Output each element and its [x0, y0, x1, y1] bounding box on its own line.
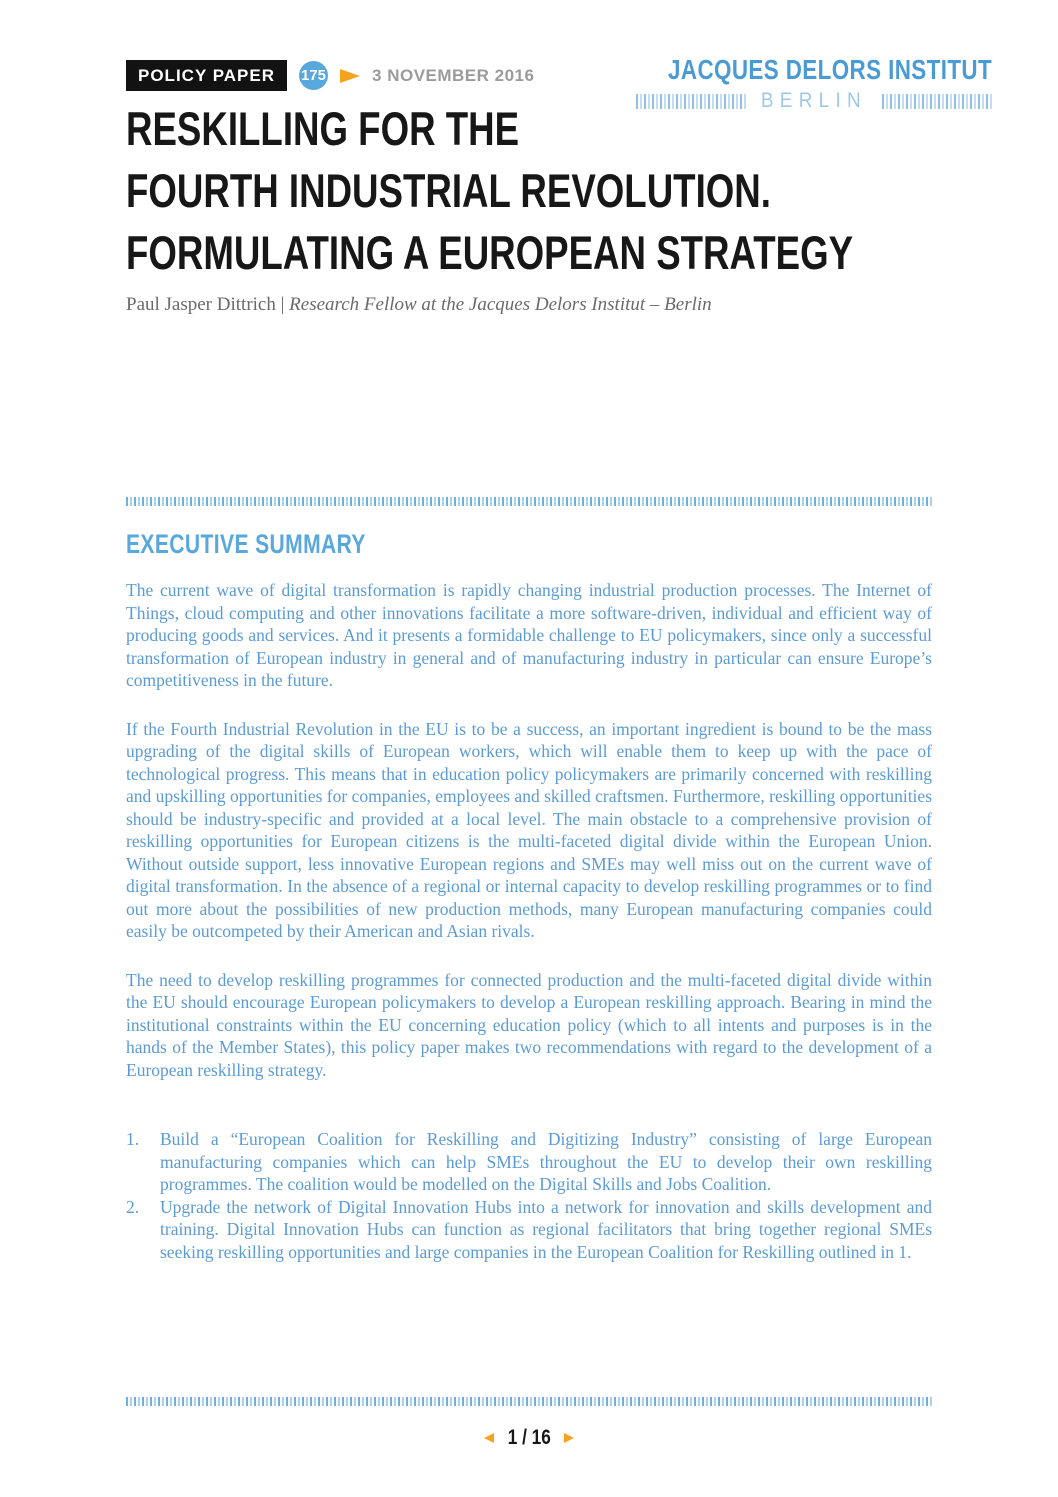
list-item [126, 1196, 932, 1264]
logo-institute-name: JACQUES DELORS INSTITUT [667, 54, 992, 85]
section-heading-executive-summary: EXECUTIVE SUMMARY [126, 529, 366, 559]
title-line-2: FOURTH INDUSTRIAL REVOLUTION. [126, 164, 771, 217]
title-line-1: RESKILLING FOR THE [126, 102, 520, 155]
list-item [126, 1128, 932, 1196]
author-name: Paul Jasper Dittrich [126, 294, 276, 315]
author-line [126, 294, 712, 316]
header-meta-row [126, 60, 534, 91]
logo-city-name: BERLIN [761, 89, 868, 112]
summary-paragraph-3: The need to develop reskilling programmes for connected production and the multi-faceted digital divide within the EU should encourage European policymakers to develop a European reskilling approach. Bearing in mind the institutional constraints within the EU concerning education policy (which to all intents and purposes is in the hands of the Member States), this policy paper makes two recommendations with regard to the development of a European reskilling strategy. [126, 969, 932, 1080]
summary-paragraph-1: The current wave of digital transformation is rapidly changing industrial production processes. The Internet of Things, cloud computing and other innovations facilitate a more software-driven, individual and efficient way of producing goods and services. And it presents a formidable challenge to EU policymakers, since only a successful transformation of European industry in general and of manufacturing industry in particular can ensure Europe’s competitiveness in the future. [126, 580, 932, 690]
author-role: Research Fellow at the Jacques Delors Institut – Berlin [289, 294, 712, 315]
page-next-icon [564, 1433, 574, 1443]
list-item-text: Build a “European Coalition for Reskilling and Digitizing Industry” consisting of large European manufacturing companies which can help SMEs throughout the EU to develop their own reskilling programmes. The coalition would be modelled on the Digital Skills and Jobs Coalition. [160, 1129, 932, 1194]
policy-paper-badge: POLICY PAPER [126, 60, 287, 91]
executive-summary-body [126, 579, 932, 1263]
page-indicator [0, 1426, 1058, 1450]
list-item-number: 1. [126, 1129, 140, 1149]
logo-stripes-right-icon [882, 94, 992, 109]
divider-top [126, 497, 932, 506]
recommendations-list [126, 1128, 932, 1263]
title-line-3: FORMULATING A EUROPEAN STRATEGY [126, 226, 854, 279]
arrow-right-icon [340, 69, 360, 83]
list-item-text: Upgrade the network of Digital Innovation Hubs into a network for innovation and skills development and training. Digital Innovation Hubs can function as regional facilitators that bring together regional SMEs seeking reskilling opportunities and large companies in the European Coalition for Reskilling outlined in 1. [160, 1196, 932, 1262]
page-number: 1 / 16 [507, 1426, 551, 1449]
document-title [126, 98, 853, 284]
divider-bottom [126, 1397, 932, 1406]
page-prev-icon [484, 1433, 494, 1443]
author-separator: | [280, 294, 285, 315]
issue-number-badge: 175 [299, 61, 328, 90]
list-item-number: 2. [126, 1196, 140, 1217]
publication-date: 3 NOVEMBER 2016 [372, 65, 535, 85]
summary-paragraph-2: If the Fourth Industrial Revolution in the EU is to be a success, an important ingredient is bound to be the mass upgrading of the digital skills of European workers, which will enable them to keep up with the pace of technological progress. This means that in education policy policymakers are primarily concerned with reskilling and upskilling opportunities for companies, employees and skilled craftsmen. Furthermore, reskilling opportunities should be industry-specific and provided at a local level. The main obstacle to a comprehensive provision of reskilling opportunities for European citizens is the multi-faceted digital divide within the European Union. Without outside support, less innovative European regions and SMEs may well miss out on the current wave of digital transformation. In the absence of a regional or internal capacity to develop reskilling programmes or to find out more about the possibilities of new production methods, many European manufacturing companies could easily be outcompeted by their American and Asian rivals. [126, 718, 932, 941]
